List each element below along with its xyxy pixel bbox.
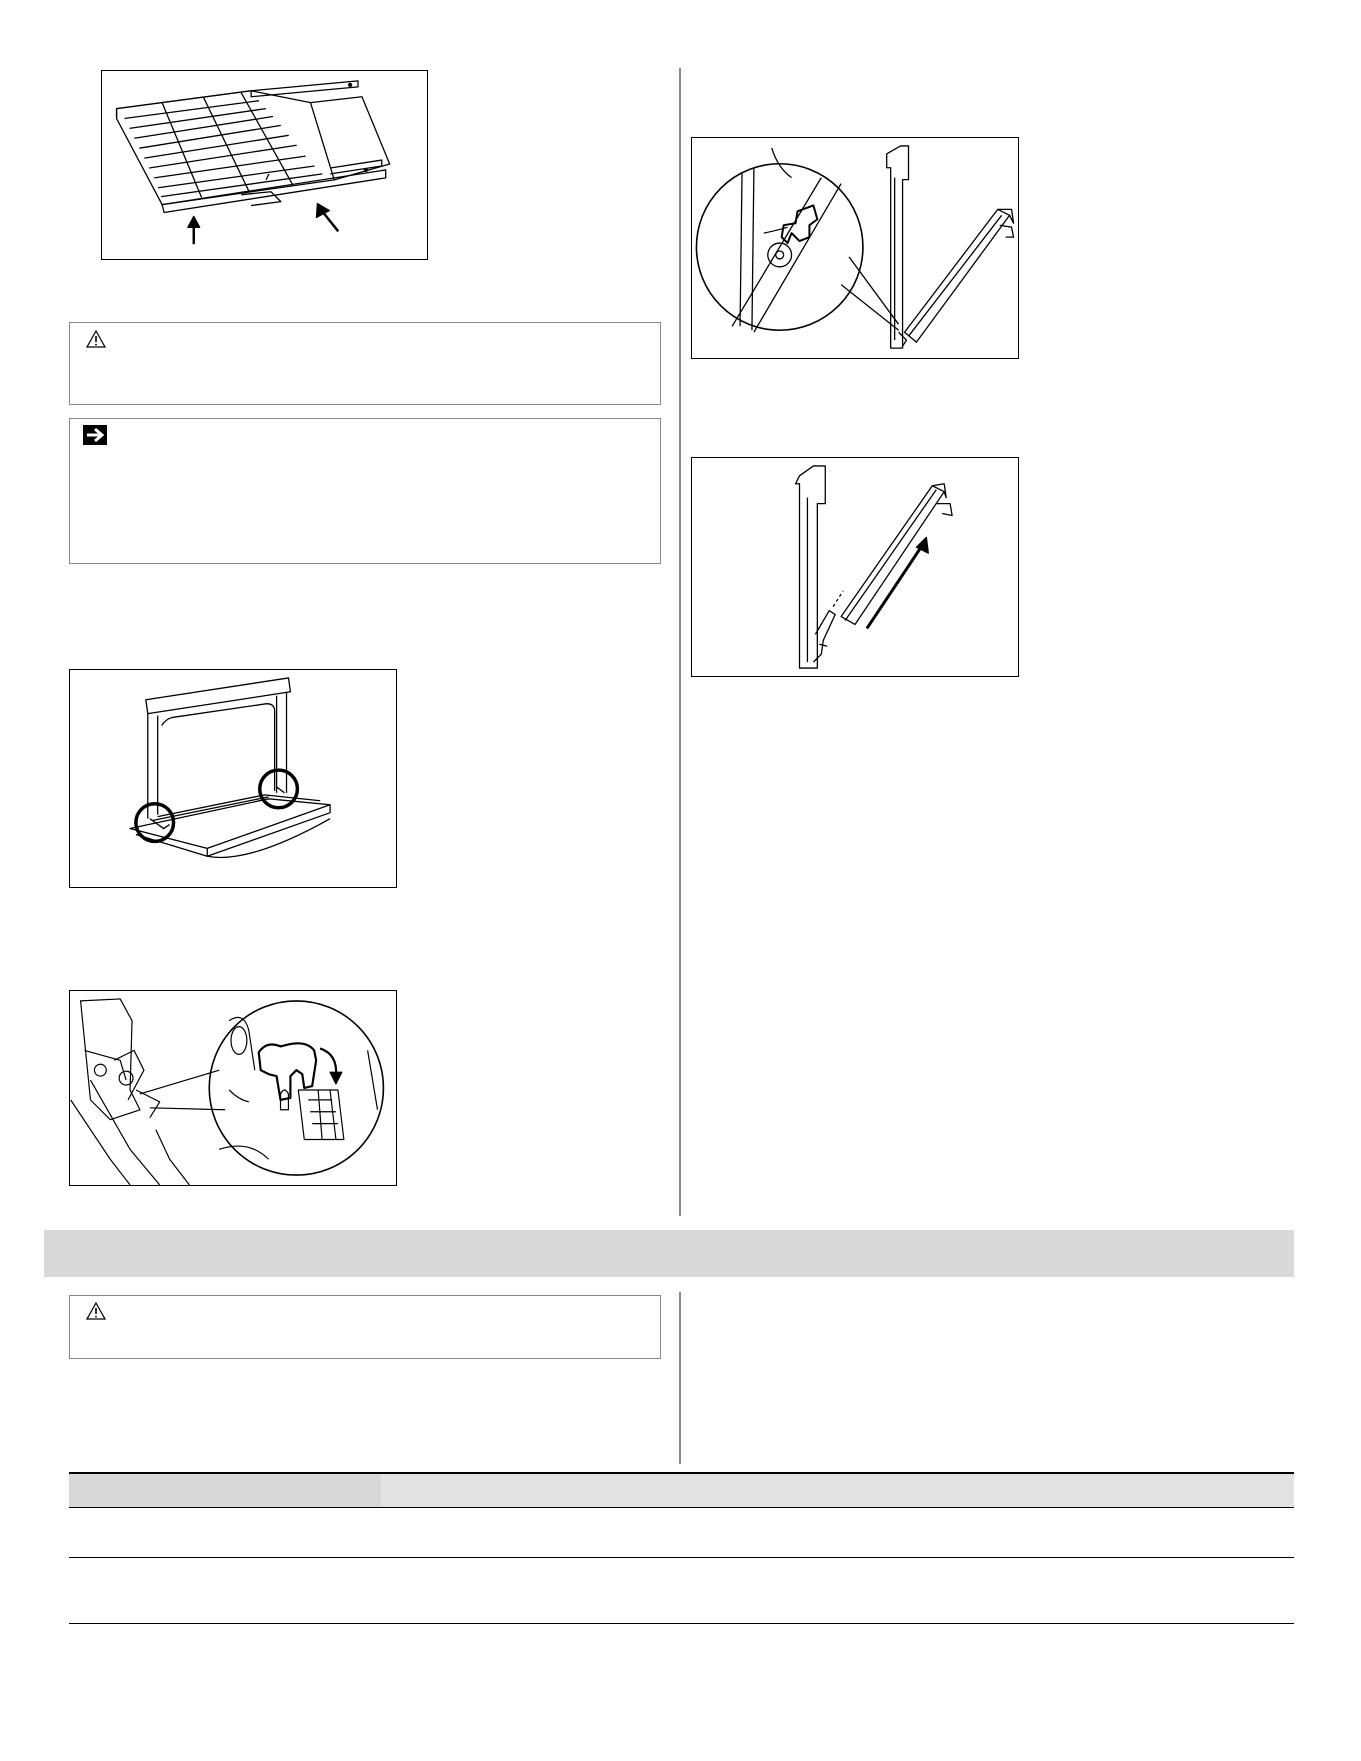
- column-divider-lower: [679, 1292, 681, 1464]
- warning-triangle-icon: [86, 1302, 106, 1320]
- warning-notice-lower: [69, 1295, 661, 1359]
- shelf-rails-illustration: [102, 71, 427, 259]
- table-bottom-border: [69, 1623, 1294, 1624]
- figure-oven-door-open: [69, 669, 397, 888]
- figure-door-hinge-detail: [691, 137, 1019, 359]
- warning-notice: [69, 322, 661, 405]
- table-row-divider: [69, 1557, 1294, 1558]
- column-divider-upper: [679, 68, 681, 1216]
- warning-triangle-icon: [86, 330, 106, 348]
- figure-shelf-rails: [101, 70, 428, 260]
- door-lift-off-illustration: [692, 458, 1018, 676]
- section-header-band: [44, 1230, 1294, 1277]
- oven-door-illustration: [70, 670, 396, 887]
- figure-door-lift-off: [691, 457, 1019, 677]
- figure-hinge-lever: [69, 990, 397, 1186]
- arrow-right-icon: [83, 425, 107, 445]
- hinge-lever-illustration: [70, 991, 396, 1185]
- tip-notice: [69, 418, 661, 564]
- table-header-first-cell: [69, 1474, 381, 1507]
- table-header-row: [69, 1472, 1294, 1508]
- door-hinge-detail-illustration: [692, 138, 1018, 358]
